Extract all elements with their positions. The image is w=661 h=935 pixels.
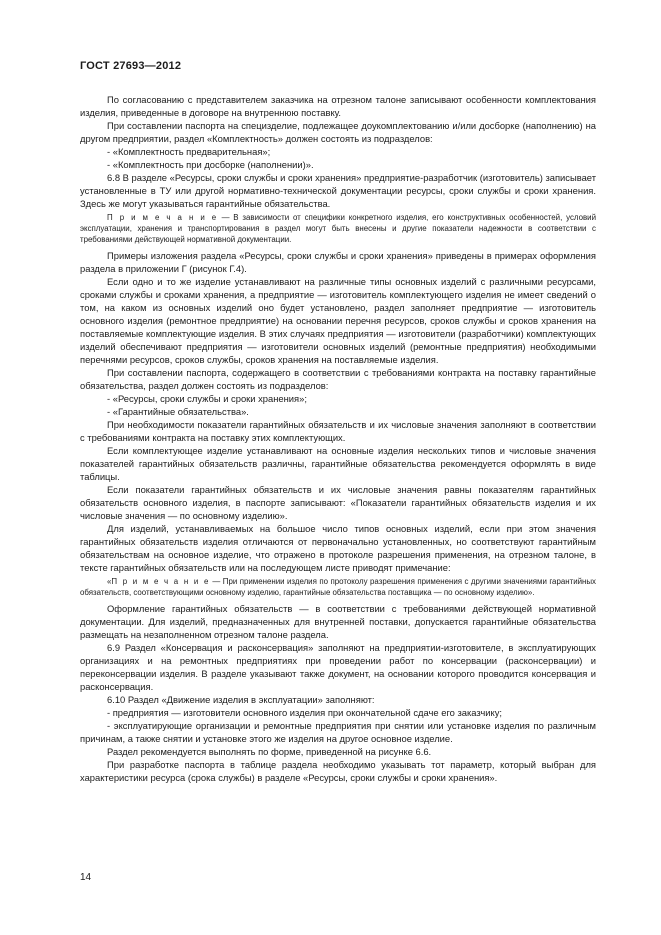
- page-number: 14: [80, 872, 92, 883]
- paragraph: 6.10 Раздел «Движение изделия в эксплуатации» заполняют:: [107, 694, 375, 705]
- paragraph: Примеры изложения раздела «Ресурсы, сроки службы и сроки хранения» приведены в примерах оформления раздела в приложении Г (рисунок Г.4).: [80, 250, 596, 274]
- paragraph: При составлении паспорта, содержащего в соответствии с требованиями контракта на поставку гарантийные обязательства, раздел должен состоять из подразделов:: [80, 367, 596, 391]
- note: [80, 212, 596, 245]
- note-label: П р и м е ч а н и е: [111, 577, 210, 586]
- paragraph: Раздел рекомендуется выполнять по форме, приведенной на рисунке 6.6.: [107, 746, 432, 757]
- paragraph: При необходимости показатели гарантийных обязательств и их числовые значения заполняют в соответствии с требованиями контракта на поставку этих комплектующих.: [80, 419, 596, 443]
- list-item: - «Ресурсы, сроки службы и сроки хранения»;: [107, 393, 307, 404]
- paragraph: Если показатели гарантийных обязательств и их числовые значения равны показателям гарантийных обязательств основного изделия, в паспорте записывают: «Показатели гарантийных обязательств изделия и их числовые значения — по основному изделию».: [80, 484, 596, 521]
- list-item: - «Комплектность при досборке (наполнении)».: [107, 159, 314, 170]
- note-prefix: «: [107, 577, 112, 586]
- list-item: - эксплуатирующие организации и ремонтные предприятия при снятии или установке изделия по различным причинам, а также снятии и установке этого же изделия на другое основное изделие.: [80, 720, 596, 744]
- list-item: - предприятия — изготовители основного изделия при окончательной сдаче его заказчику;: [107, 707, 503, 718]
- note-label: П р и м е ч а н и е: [107, 213, 218, 222]
- note-text: — В зависимости от специфики конкретного изделия, его конструктивных особенностей, условий эксплуатации, хранения и транспортирования в раздел могут быть внесены и другие показатели надежности в соответствии с требованиями действующей нормативной документации.: [80, 213, 596, 244]
- paragraph: 6.8 В разделе «Ресурсы, сроки службы и сроки хранения» предприятие-разработчик (изготовитель) записывает установленные в ТУ или другой нормативно-технической документации ресурсы, сроки службы и сроки хранения. Здесь же могут указываться гарантийные обязательства.: [80, 172, 596, 209]
- list-item: - «Гарантийные обязательства».: [107, 406, 249, 417]
- list-item: - «Комплектность предварительная»;: [107, 146, 271, 157]
- note: [80, 576, 596, 598]
- standard-header: ГОСТ 27693—2012: [80, 60, 182, 72]
- document-body: [80, 93, 596, 784]
- paragraph: Оформление гарантийных обязательств — в соответствии с требованиями действующей нормативной документации. Для изделий, предназначенных для внутренней поставки, допускается гарантийные обязательства размещать на незаполненном отрезном талоне раздела.: [80, 603, 596, 640]
- note-text: — При применении изделия по протоколу разрешения применения с другими значениями гарантийных обязательств, соответствующими основному изделию, гарантийные обязательства поставщика — по основному изделию».: [80, 577, 596, 597]
- paragraph: 6.9 Раздел «Консервация и расконсервация» заполняют на предприятии-изготовителе, в эксплуатирующих организациях и на ремонтных предприятиях при проведении работ по консервации (расконсервации) и переконсервации изделия. В разделе указывают также документ, на основании которого проводится консервация и расконсервация.: [80, 642, 596, 692]
- paragraph: По согласованию с представителем заказчика на отрезном талоне записывают особенности комплектования изделия, приведенные в договоре на внутреннюю поставку.: [80, 94, 596, 118]
- paragraph: Если одно и то же изделие устанавливают на различные типы основных изделий с различными ресурсами, сроками службы и сроками хранения, а предприятие — изготовитель комплектующего изделия не имеет сведений о том, на каком из основных изделий оно будет установлено, раздел заполняет предприятие — изготовитель основного изделия (ремонтное предприятие) на основании перечня ресурсов, сроков службы и сроков хранения на поставляемые комплектующие изделия. В этих случаях предприятия — изготовители (разработчики) комплектующих изделий обеспечивают предприятия — изготовители основных изделий (ремонтные предприятия) необходимыми перечнями ресурсов, сроков службы, сроков хранения на поставляемые изделия.: [80, 276, 596, 365]
- paragraph: При разработке паспорта в таблице раздела необходимо указывать тот параметр, который выбран для характеристики ресурса (срока службы) в разделе «Ресурсы, сроки службы и сроки хранения».: [80, 759, 596, 783]
- paragraph: При составлении паспорта на специзделие, подлежащее доукомплектованию и/или досборке (наполнению) на другом предприятии, раздел «Комплектность» должен состоять из подразделов:: [80, 120, 596, 144]
- paragraph: Для изделий, устанавливаемых на большое число типов основных изделий, если при этом значения гарантийных обязательств изделия отличаются от первоначально установленных, но соответствуют гарантийным обязательствам на основное изделие, что отражено в протоколе разрешения применения, на отрезном талоне, в тексте гарантийных обязательств или на последующем листе приводят примечание:: [80, 523, 596, 573]
- paragraph: Если комплектующее изделие устанавливают на основные изделия нескольких типов и числовые значения показателей гарантийных обязательств различны, гарантийные обязательства рекомендуется оформлять в виде таблицы.: [80, 445, 596, 482]
